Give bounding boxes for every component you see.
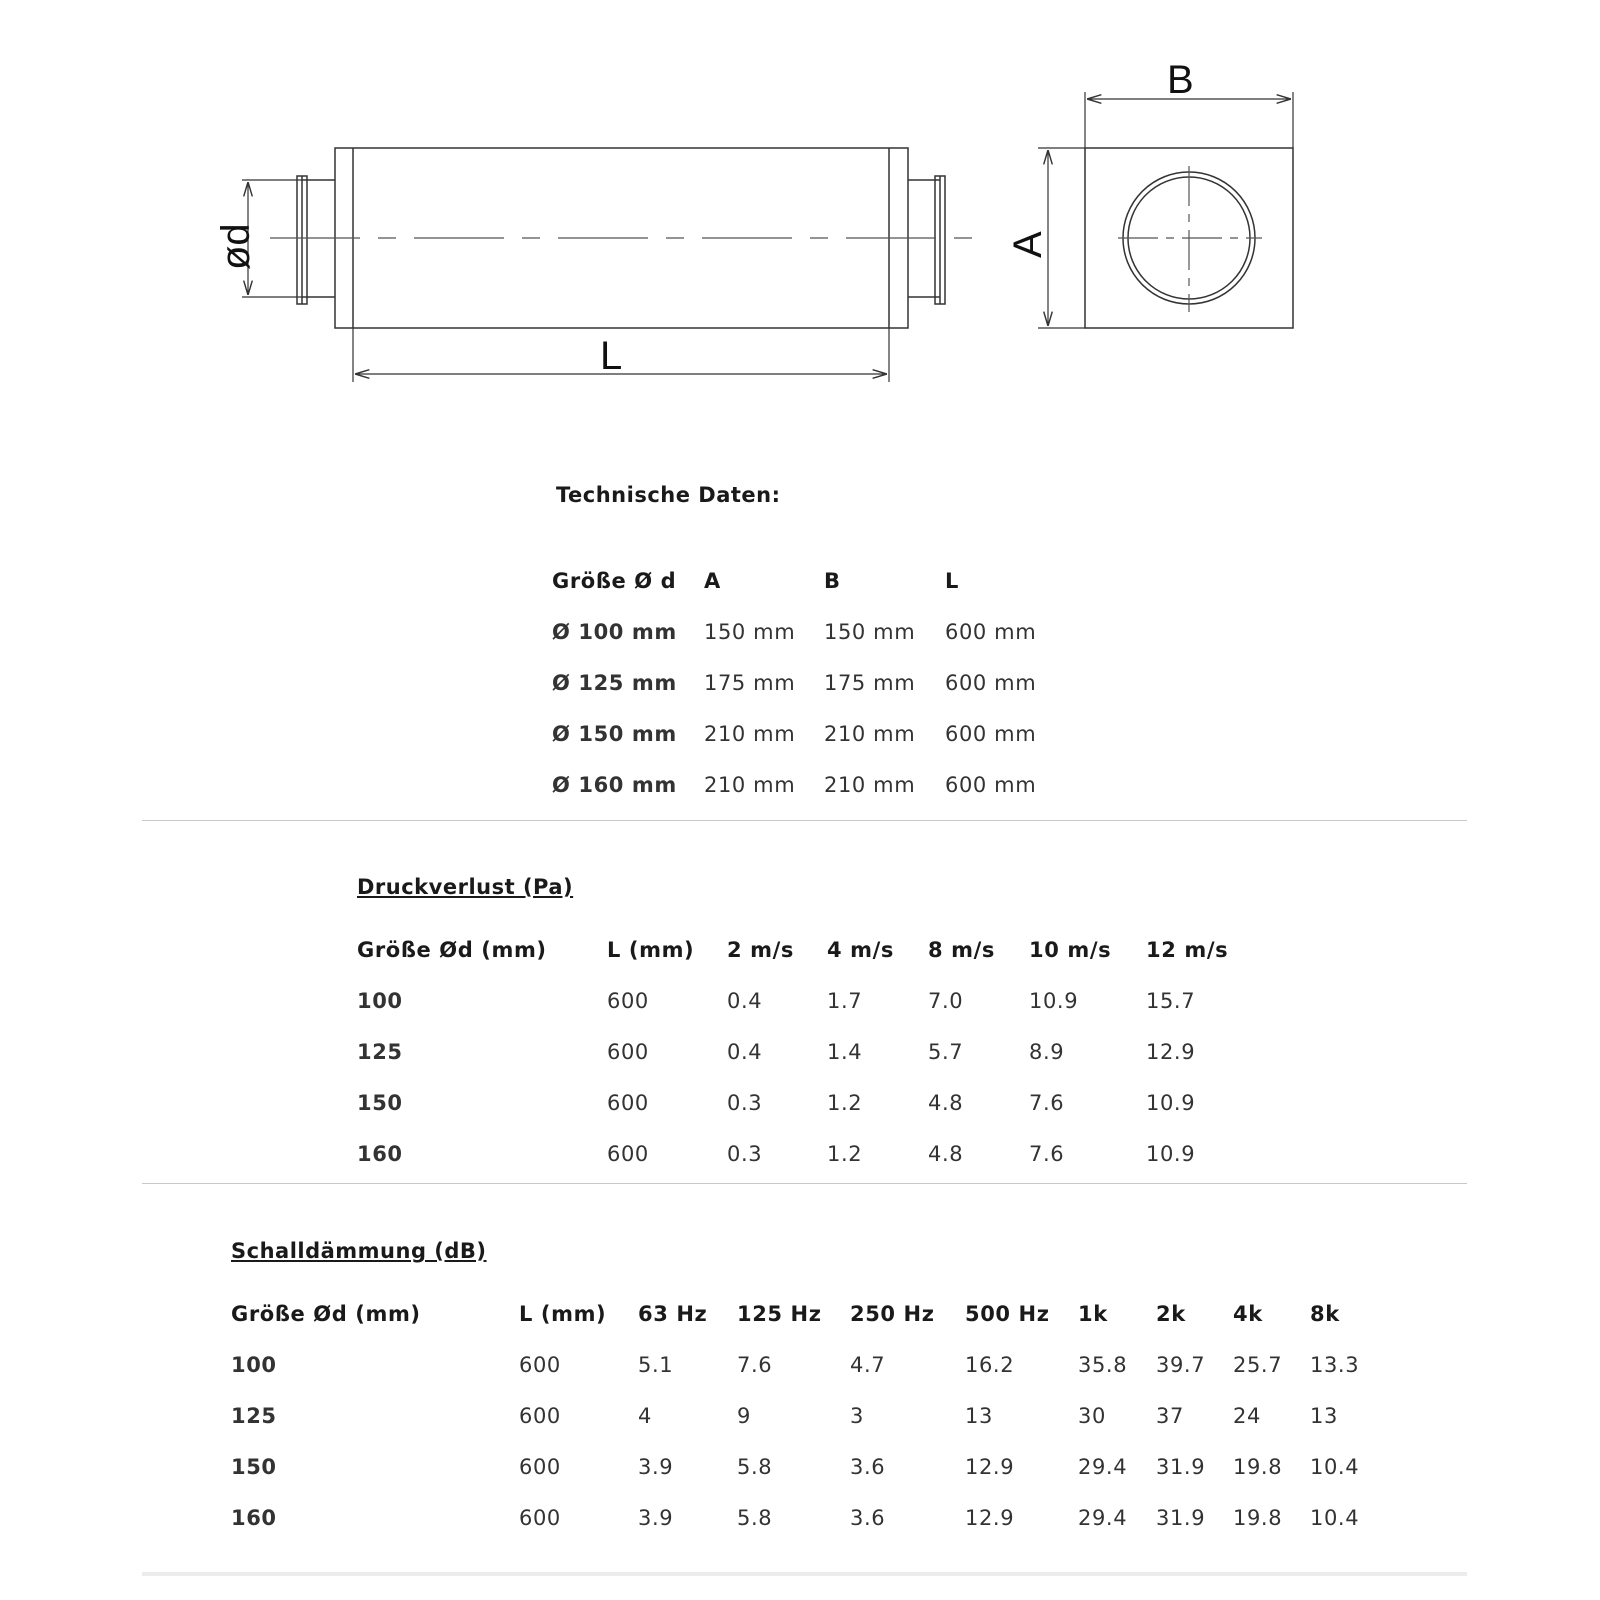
table-cell: 600 [519,1454,561,1479]
table-cell: 10.4 [1310,1505,1360,1530]
table-cell: 0.3 [727,1141,763,1166]
table-cell: 210 mm [824,772,916,797]
table-cell: 5.7 [928,1039,964,1064]
table-row [357,1026,1256,1077]
table-cell: 24 [1233,1403,1261,1428]
column-header: A [704,568,721,593]
table-cell: 19.8 [1233,1454,1283,1479]
table-cell: 5.1 [638,1352,674,1377]
table-row [231,1390,1390,1441]
table-cell: 150 [231,1454,277,1479]
table-cell: 600 mm [945,721,1037,746]
table-cell: 12.9 [1146,1039,1196,1064]
table-cell: 210 mm [704,772,796,797]
table-cell: 600 mm [945,619,1037,644]
table-cell: 100 [231,1352,277,1377]
table-cell: 210 mm [824,721,916,746]
column-header: L (mm) [607,937,695,962]
table-cell: 1.7 [827,988,863,1013]
table-cell: 0.4 [727,988,763,1013]
table-cell: 7.0 [928,988,964,1013]
table-cell: Ø 160 mm [552,772,677,797]
table-cell: 7.6 [737,1352,773,1377]
table-header-row [231,1288,1390,1339]
table-cell: 175 mm [824,670,916,695]
table-cell: 100 [357,988,403,1013]
table-cell: 31.9 [1156,1505,1206,1530]
table-row [357,1077,1256,1128]
table-row [357,975,1256,1026]
column-header: B [824,568,841,593]
column-header: 63 Hz [638,1301,708,1326]
table-cell: 15.7 [1146,988,1196,1013]
table-cell: 600 [607,988,649,1013]
divider [142,820,1467,821]
table-cell: 16.2 [965,1352,1015,1377]
table-cell: 10.9 [1146,1090,1196,1115]
table-cell: 29.4 [1078,1505,1128,1530]
column-header: Größe Ød (mm) [231,1301,421,1326]
table-cell: 125 [231,1403,277,1428]
table-cell: 600 mm [945,670,1037,695]
table-row [552,606,1055,657]
table-row [231,1492,1390,1543]
table-cell: 3.6 [850,1454,886,1479]
technical-table [552,555,1055,810]
table-cell: 4.7 [850,1352,886,1377]
table-cell: 31.9 [1156,1454,1206,1479]
table-cell: 10.4 [1310,1454,1360,1479]
table-cell: 3.6 [850,1505,886,1530]
diameter-label: ød [214,223,258,270]
table-row [552,759,1055,810]
column-header: Größe Ø d [552,568,677,593]
table-cell: 7.6 [1029,1090,1065,1115]
table-cell: 12.9 [965,1454,1015,1479]
table-row [552,708,1055,759]
table-cell: 5.8 [737,1454,773,1479]
sound-title: Schalldämmung (dB) [231,1239,487,1263]
column-header: 2k [1156,1301,1186,1326]
table-header-row [552,555,1055,606]
table-cell: 600 [519,1352,561,1377]
table-cell: 39.7 [1156,1352,1206,1377]
table-cell: 600 [519,1505,561,1530]
table-row [231,1339,1390,1390]
sound-table [231,1288,1390,1543]
width-label: B [1167,58,1194,102]
table-cell: 13 [965,1403,993,1428]
table-cell: 4.8 [928,1141,964,1166]
column-header: 125 Hz [737,1301,822,1326]
table-cell: 600 [607,1090,649,1115]
table-cell: 600 [519,1403,561,1428]
column-header: Größe Ød (mm) [357,937,547,962]
table-cell: 5.8 [737,1505,773,1530]
technical-title: Technische Daten: [556,483,781,507]
column-header: 12 m/s [1146,937,1229,962]
table-cell: 37 [1156,1403,1184,1428]
table-header-row [357,924,1256,975]
table-cell: 600 mm [945,772,1037,797]
table-cell: 25.7 [1233,1352,1283,1377]
end-view-centre-lines [1118,166,1262,312]
column-header: 2 m/s [727,937,794,962]
table-cell: 35.8 [1078,1352,1128,1377]
table-cell: 150 mm [824,619,916,644]
table-row [552,657,1055,708]
column-header: 500 Hz [965,1301,1050,1326]
table-cell: 1.2 [827,1141,863,1166]
table-cell: 0.4 [727,1039,763,1064]
column-header: 250 Hz [850,1301,935,1326]
divider [142,1183,1467,1184]
table-cell: 600 [607,1141,649,1166]
column-header: L [945,568,959,593]
table-cell: 160 [357,1141,403,1166]
table-cell: Ø 125 mm [552,670,677,695]
divider [142,1572,1467,1576]
height-label: A [1006,231,1050,258]
table-cell: 7.6 [1029,1141,1065,1166]
table-row [231,1441,1390,1492]
table-cell: 175 mm [704,670,796,695]
pressure-table [357,924,1256,1179]
pressure-title: Druckverlust (Pa) [357,875,574,899]
table-cell: 3 [850,1403,864,1428]
table-cell: 150 [357,1090,403,1115]
table-cell: 9 [737,1403,751,1428]
table-cell: 600 [607,1039,649,1064]
table-cell: 30 [1078,1403,1106,1428]
table-cell: 150 mm [704,619,796,644]
table-cell: 29.4 [1078,1454,1128,1479]
column-header: 10 m/s [1029,937,1112,962]
table-cell: 4 [638,1403,652,1428]
table-row [357,1128,1256,1179]
table-cell: 10.9 [1029,988,1079,1013]
table-cell: 125 [357,1039,403,1064]
silencer-drawing [0,0,1600,420]
table-cell: 10.9 [1146,1141,1196,1166]
table-cell: 3.9 [638,1505,674,1530]
table-cell: 12.9 [965,1505,1015,1530]
table-cell: Ø 100 mm [552,619,677,644]
table-cell: 13 [1310,1403,1338,1428]
column-header: 8 m/s [928,937,995,962]
table-cell: 3.9 [638,1454,674,1479]
table-cell: 19.8 [1233,1505,1283,1530]
table-cell: 0.3 [727,1090,763,1115]
column-header: 1k [1078,1301,1108,1326]
table-cell: 4.8 [928,1090,964,1115]
column-header: 4k [1233,1301,1263,1326]
length-label: L [600,334,623,378]
column-header: 4 m/s [827,937,894,962]
table-cell: 1.4 [827,1039,863,1064]
table-cell: 210 mm [704,721,796,746]
table-cell: 13.3 [1310,1352,1360,1377]
table-cell: 8.9 [1029,1039,1065,1064]
column-header: L (mm) [519,1301,607,1326]
table-cell: Ø 150 mm [552,721,677,746]
table-cell: 160 [231,1505,277,1530]
table-cell: 1.2 [827,1090,863,1115]
column-header: 8k [1310,1301,1340,1326]
